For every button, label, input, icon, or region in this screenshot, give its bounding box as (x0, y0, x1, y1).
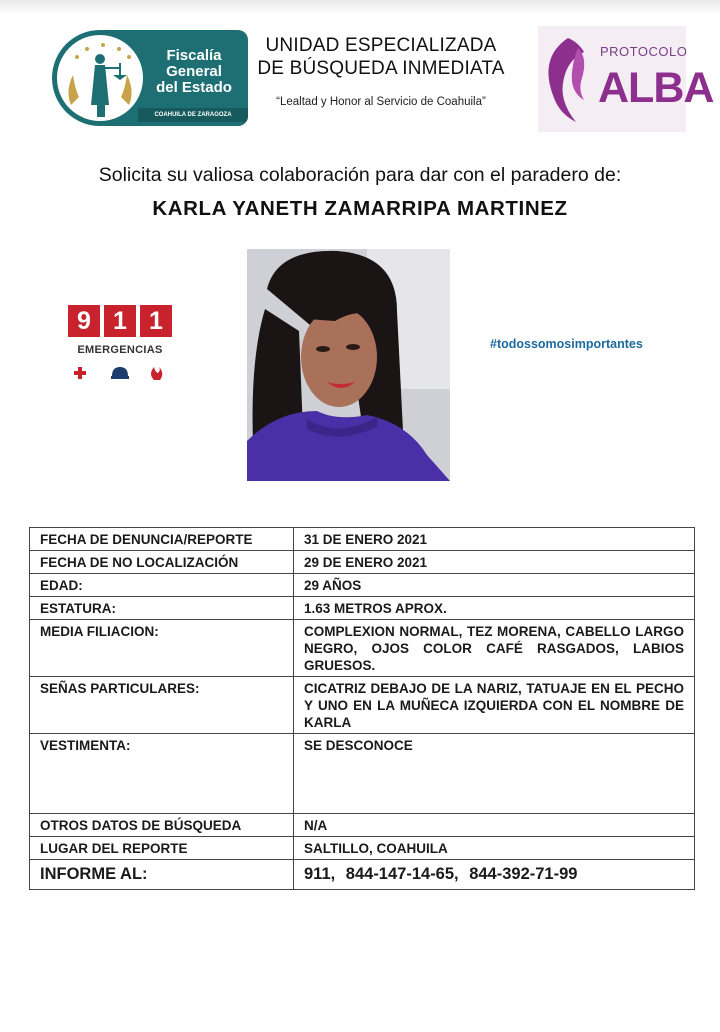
unit-title-line-2: DE BÚSQUEDA INMEDIATA (257, 58, 505, 79)
row-label: EDAD: (30, 574, 294, 597)
protocolo-alba-logo (538, 26, 714, 132)
table-row (30, 597, 695, 620)
police-cap-icon (111, 367, 129, 379)
emergency-911-logo (68, 305, 172, 385)
emergency-digit: 1 (140, 305, 172, 337)
table-row (30, 837, 695, 860)
missing-person-name: KARLA YANETH ZAMARRIPA MARTINEZ (152, 197, 568, 220)
row-value: 31 DE ENERO 2021 (294, 528, 695, 551)
table-row (30, 574, 695, 597)
missing-person-details-table (29, 527, 695, 890)
row-label: SEÑAS PARTICULARES: (30, 677, 294, 734)
fire-icon (151, 367, 162, 380)
red-cross-icon (74, 367, 86, 379)
fiscalia-line-2: General (166, 63, 222, 80)
contact-phone-numbers: 911, 844-147-14-65, 844-392-71-99 (294, 860, 695, 890)
fiscalia-logo (52, 30, 248, 126)
fiscalia-state: COAHUILA DE ZARAGOZA (138, 108, 248, 122)
row-value: SALTILLO, COAHUILA (294, 837, 695, 860)
fiscalia-name (144, 48, 244, 96)
emergency-digit: 9 (68, 305, 100, 337)
row-value: N/A (294, 814, 695, 837)
emergency-digits (68, 305, 172, 337)
row-label: ESTATURA: (30, 597, 294, 620)
fiscalia-line-3: del Estado (156, 79, 232, 96)
row-label: LUGAR DEL REPORTE (30, 837, 294, 860)
hashtag-text: #todossomosimportantes (490, 337, 643, 351)
table-row (30, 528, 695, 551)
row-label: INFORME AL: (30, 860, 294, 890)
table-row (30, 734, 695, 814)
justice-emblem (54, 32, 146, 124)
missing-person-photo (247, 249, 450, 481)
portrait-image (247, 249, 450, 481)
table-row (30, 814, 695, 837)
row-value: 29 AÑOS (294, 574, 695, 597)
alba-protocol-label: PROTOCOLO (600, 44, 688, 59)
emergency-label: EMERGENCIAS (77, 344, 163, 356)
unit-motto: “Lealtad y Honor al Servicio de Coahuila” (276, 96, 486, 108)
top-shadow-bar (0, 0, 720, 14)
alba-name: ALBA (598, 64, 714, 112)
table-row (30, 551, 695, 574)
table-row (30, 860, 695, 890)
row-value: 1.63 METROS APROX. (294, 597, 695, 620)
row-label: OTROS DATOS DE BÚSQUEDA (30, 814, 294, 837)
row-value: 29 DE ENERO 2021 (294, 551, 695, 574)
row-label: FECHA DE DENUNCIA/REPORTE (30, 528, 294, 551)
unit-title (250, 34, 512, 80)
request-text: Solicita su valiosa colaboración para dar con el paradero de: (98, 164, 622, 186)
row-value: COMPLEXION NORMAL, TEZ MORENA, CABELLO LARGO NEGRO, OJOS COLOR CAFÉ RASGADOS, LABIOS GRUESOS. (294, 620, 695, 677)
table-row (30, 620, 695, 677)
row-label: FECHA DE NO LOCALIZACIÓN (30, 551, 294, 574)
lady-justice-icon (57, 35, 149, 126)
row-label: MEDIA FILIACION: (30, 620, 294, 677)
emergency-service-icons (68, 364, 172, 382)
row-label: VESTIMENTA: (30, 734, 294, 814)
emergency-digit: 1 (104, 305, 136, 337)
row-value: CICATRIZ DEBAJO DE LA NARIZ, TATUAJE EN EL PECHO Y UNO EN LA MUÑECA IZQUIERDA CON EL NOMBRE DE KARLA (294, 677, 695, 734)
table-row (30, 677, 695, 734)
fiscalia-line-1: Fiscalía (166, 47, 222, 64)
row-value: SE DESCONOCE (294, 734, 695, 814)
unit-title-line-1: UNIDAD ESPECIALIZADA (265, 35, 497, 56)
